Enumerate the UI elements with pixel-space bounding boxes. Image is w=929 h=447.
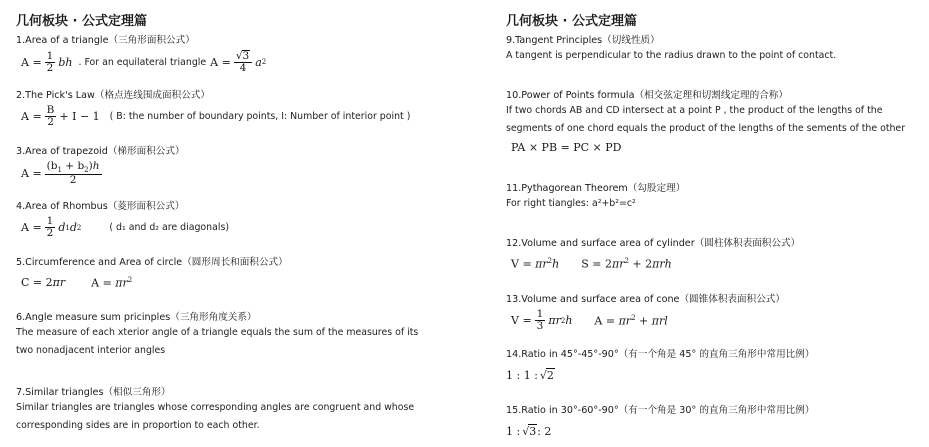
formula-item [506, 34, 921, 65]
item-body: Similar triangles are triangles whose corresponding angles are congruent and whose corresponding sides are in proportion to each other. [16, 402, 415, 431]
item-title: 4.Area of Rhombus（菱形面积公式） [16, 201, 185, 212]
item-title: 12.Volume and surface area of cylinder（圆柱体积表面积公式） [506, 238, 801, 249]
ratio-30-formula: 1 : √ 3 : 2 [506, 424, 552, 438]
formula-item [506, 89, 916, 154]
item-title: 11.Pythagorean Theorem（勾股定理） [506, 183, 686, 194]
item-title: 6.Angle measure sum pricinples（三角形角度关系） [16, 312, 257, 323]
triangle-area-formula: A = $\frac{1}{2}$ bh . For an equilateral triangle A = √ 3 4 a 2 [21, 49, 267, 75]
item-title: 9.Tangent Principles（切线性质） [506, 35, 660, 46]
formula-note: ( d₁ and d₂ are diagonals) [109, 222, 229, 234]
formula-item [506, 293, 785, 332]
item-body: If two chords AB and CD intersect at a point P , the product of the lengths of the segments of one chord equals the product of the lengths of the sements of the other [506, 105, 906, 134]
item-body: The measure of each xterior angle of a triangle equals the sum of the measures of its two nonadjacent interior angles [16, 327, 419, 356]
formula-item [506, 237, 800, 271]
cylinder-formula: $V = \pi r^2h$ $S = 2\pi r^2 + 2\pi rh$ [511, 257, 672, 271]
section-heading-left: 几何板块 · 公式定理篇 [16, 14, 147, 29]
item-title: 10.Power of Points formula（相交弦定理和切割线定理的合称） [506, 90, 788, 101]
formula-note: . For an equilateral triangle [78, 56, 207, 68]
rhombus-area-formula: A = $\frac{1}{2}$ d 1 d 2 ( d₁ and d₂ are diagonals) [21, 215, 229, 240]
formula-item [506, 182, 921, 213]
picks-law-formula: A = $\frac{B}{2}$ + I − 1 ( B: the number of boundary points, I: Number of interior point ) [21, 104, 411, 129]
item-title: 13.Volume and surface area of cone（圆锥体积表面积公式） [506, 294, 785, 305]
formula-item [16, 311, 426, 360]
formula-item [506, 404, 814, 438]
item-title: 15.Ratio in 30°-60°-90°（有一个角是 30° 的直角三角形中常用比例） [506, 405, 815, 416]
formula-item [16, 34, 266, 74]
item-title: 1.Area of a triangle（三角形面积公式） [16, 35, 195, 46]
cone-formula: V = $\frac{1}{3}$ πr 2 h $A = \pi r^2 + \pi rl$ [511, 308, 668, 333]
formula-item [16, 89, 410, 128]
trapezoid-area-formula: A = $\frac{(b_1 + b_2)h}{2}$ [21, 160, 100, 187]
item-title: 2.The Pick's Law（格点连线围成面积公式） [16, 90, 210, 101]
item-title: 5.Circumference and Area of circle（圆形周长和面积公式） [16, 257, 288, 268]
formula-item [506, 348, 814, 382]
item-title: 14.Ratio in 45°-45°-90°（有一个角是 45° 的直角三角形中常用比例） [506, 349, 815, 360]
ratio-45-formula: 1 : 1 : √ 2 [506, 368, 554, 382]
power-of-point-formula: PA × PB = PC × PD [511, 141, 622, 154]
section-heading-right: 几何板块 · 公式定理篇 [506, 14, 637, 29]
formula-item [16, 145, 185, 186]
formula-item [16, 200, 229, 239]
formula-item [16, 256, 288, 290]
item-title: 7.Similar triangles（相似三角形） [16, 387, 171, 398]
circle-formula: C = 2πr $A = \pi r^2$ [21, 276, 133, 290]
item-title: 3.Area of trapezoid（梯形面积公式） [16, 146, 185, 157]
item-body: For right tiangles: a²+b²=c² [506, 198, 636, 209]
formula-note: ( B: the number of boundary points, I: Number of interior point ) [109, 111, 411, 123]
item-body: A tangent is perpendicular to the radius drawn to the point of contact. [506, 50, 837, 61]
formula-item [16, 386, 426, 435]
